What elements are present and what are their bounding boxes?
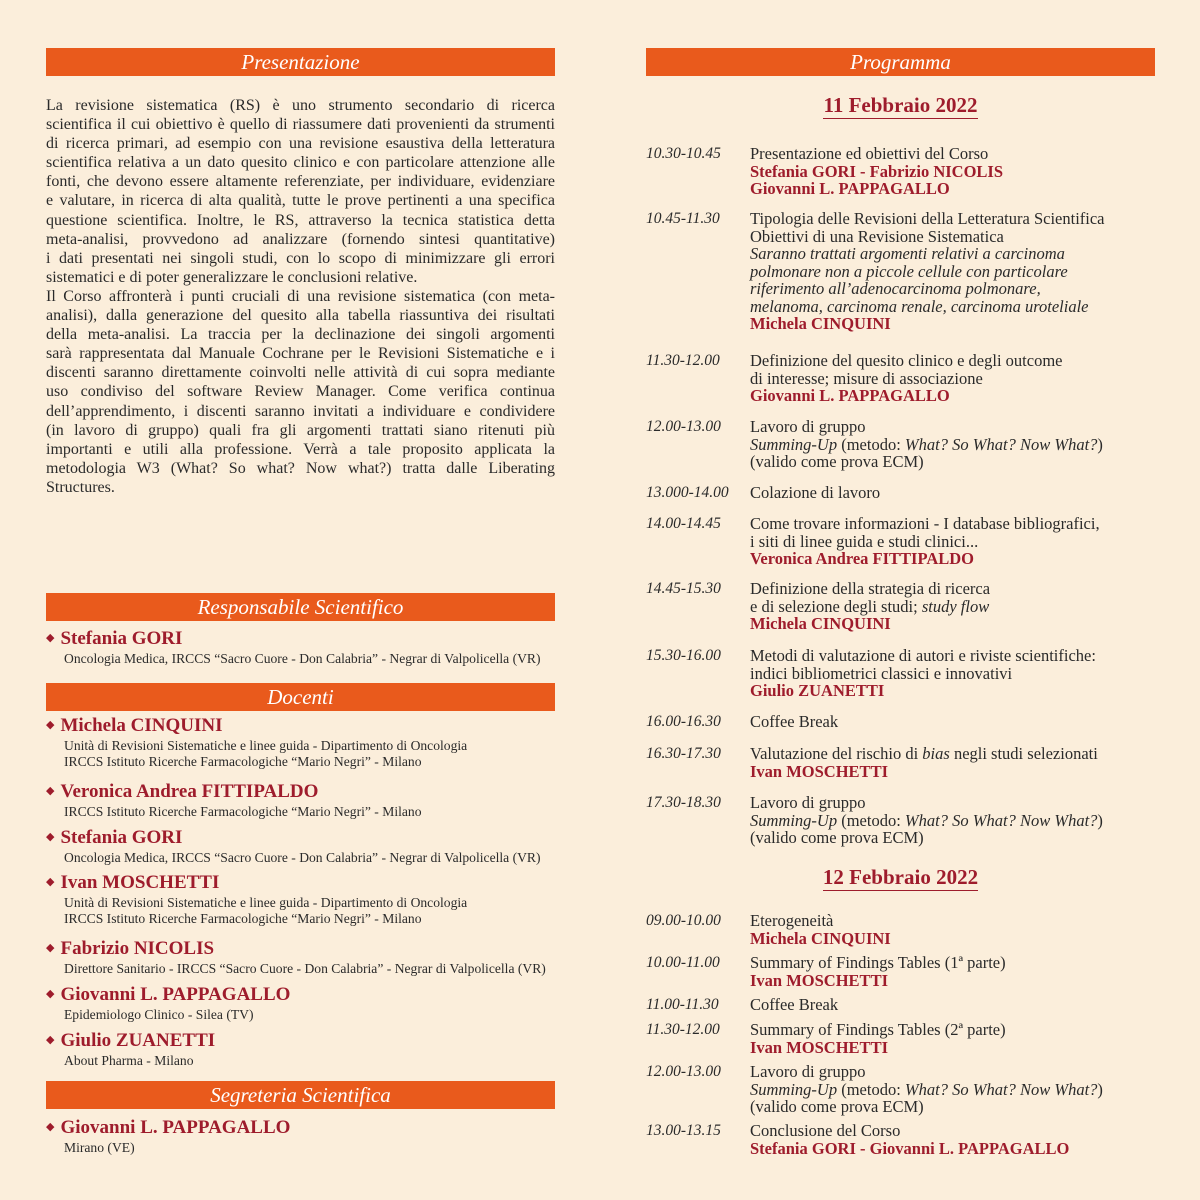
person-entry	[46, 985, 555, 1023]
program-line: Eterogeneità	[750, 911, 834, 930]
diamond-bullet-icon: ◆	[46, 988, 55, 1000]
program-line: indici bibliometrici classici e innovativi	[750, 663, 1013, 683]
person-entry	[46, 828, 555, 866]
program-body	[750, 515, 1155, 568]
program-speaker: Giulio ZUANETTI	[750, 681, 885, 700]
program-item	[646, 713, 1155, 731]
paragraph2-line: importanti e utili alla professione. Verrà a tale proposito applicata la	[46, 440, 555, 458]
program-body	[750, 1021, 1155, 1056]
program-italic-text: study flow	[921, 596, 990, 616]
program-italic-text: riferimento all’adenocarcinoma polmonare,	[750, 279, 1041, 298]
program-body	[750, 1122, 1155, 1157]
paragraph2-line: Il Corso affronterà i punti cruciali di una revisione sistematica (con meta-	[46, 287, 555, 305]
program-line: (valido come prova ECM)	[750, 828, 924, 847]
program-line: Conclusione del Corso	[750, 1121, 901, 1140]
person-name-text: Giulio ZUANETTI	[60, 1030, 216, 1051]
diamond-bullet-icon: ◆	[46, 719, 55, 731]
person-affiliation: Unità di Revisioni Sistematiche e linee guida - Dipartimento di Oncologia	[64, 738, 468, 753]
person-name	[46, 985, 555, 1007]
day1-date-text: 11 Febbraio 2022	[823, 93, 978, 117]
program-line: i siti di linee guida e studi clinici...	[750, 531, 979, 551]
program-italic-text: What? So What? Now What?	[904, 1079, 1098, 1099]
diamond-bullet-icon: ◆	[46, 831, 55, 843]
person-name-text: Veronica Andrea FITTIPALDO	[60, 781, 319, 802]
person-affiliation: About Pharma - Milano	[64, 1053, 194, 1068]
presentazione-text	[46, 96, 555, 497]
program-body	[750, 145, 1155, 198]
program-body	[750, 1063, 1155, 1116]
person-name	[46, 828, 555, 850]
program-item	[646, 745, 1155, 780]
program-italic-text: polmonare non a piccole cellule con particolare	[750, 261, 1068, 281]
program-line: (valido come prova ECM)	[750, 452, 924, 471]
program-item	[646, 352, 1155, 405]
program-item	[646, 1021, 1155, 1056]
person-name	[46, 782, 555, 804]
program-line: Coffee Break	[750, 712, 839, 731]
program-time: 13.000-14.00	[646, 484, 729, 501]
program-item	[646, 580, 1155, 633]
person-name	[46, 873, 555, 895]
program-item	[646, 1063, 1155, 1116]
presentazione-header: Presentazione	[46, 48, 555, 76]
program-item	[646, 418, 1155, 471]
program-time: 12.00-13.00	[646, 418, 721, 435]
program-item	[646, 515, 1155, 568]
paragraph1-line: scientifica il cui obiettivo è quello di riassumere dati provenienti da strumenti	[46, 116, 555, 134]
program-time: 10.45-11.30	[646, 210, 720, 227]
program-item	[646, 1122, 1155, 1157]
paragraph2-line: uso condiviso del software Review Manager. Come verifica continua	[46, 383, 555, 401]
person-name	[46, 716, 555, 738]
person-affiliation: Oncologia Medica, IRCCS “Sacro Cuore - Don Calabria” - Negrar di Valpolicella (VR)	[64, 651, 541, 666]
paragraph2-line: Structures.	[46, 478, 115, 496]
paragraph1-line: i dati presentati nei singoli studi, con lo scopo di minimizzare gli errori	[46, 249, 555, 267]
diamond-bullet-icon: ◆	[46, 785, 55, 797]
paragraph2-line: discenti saranno direttamente coinvolti nelle attività di cui sopra mediante	[46, 364, 555, 382]
program-italic-text: Summing-Up	[750, 434, 838, 454]
program-line: Summing-Up (metodo: What? So What? Now What?)	[750, 810, 1103, 830]
program-speaker: Michela CINQUINI	[750, 928, 891, 948]
person-entry	[46, 782, 555, 820]
program-time: 15.30-16.00	[646, 647, 721, 664]
diamond-bullet-icon: ◆	[46, 876, 55, 888]
program-body	[750, 647, 1155, 700]
programma-header: Programma	[646, 48, 1155, 76]
person-name-text: Stefania GORI	[60, 628, 183, 649]
program-line: (valido come prova ECM)	[750, 1097, 924, 1116]
program-time: 12.00-13.00	[646, 1063, 721, 1080]
program-item	[646, 794, 1155, 847]
person-name-text: Michela CINQUINI	[60, 715, 223, 736]
paragraph1-line: e valutare, in ricerca di alta qualità, tutte le prove pertinenti a una specifica	[46, 192, 555, 210]
program-time: 10.00-11.00	[646, 954, 720, 971]
paragraph1-line: scientifica relativa a un dato quesito clinico e con particolare attenzione alle	[46, 154, 555, 172]
person-affiliation: Direttore Sanitario - IRCCS “Sacro Cuore - Don Calabria” - Negrar di Valpolicella (VR)	[64, 961, 546, 976]
program-italic-text: melanoma, carcinoma renale, carcinoma uroteliale	[750, 296, 1089, 316]
program-body	[750, 580, 1155, 633]
program-body	[750, 210, 1155, 333]
program-speaker: Stefania GORI - Fabrizio NICOLIS	[750, 161, 1004, 181]
program-time: 16.00-16.30	[646, 713, 721, 730]
program-line: di interesse; misure di associazione	[750, 368, 983, 388]
person-affiliation: Unità di Revisioni Sistematiche e linee guida - Dipartimento di Oncologia	[64, 895, 468, 910]
docenti-header: Docenti	[46, 683, 555, 711]
person-name-text: Giovanni L. PAPPAGALLO	[60, 1117, 291, 1138]
person-entry	[46, 716, 555, 770]
diamond-bullet-icon: ◆	[46, 942, 55, 954]
program-line: Coffee Break	[750, 995, 839, 1014]
program-body	[750, 418, 1155, 471]
paragraph1-line: La revisione sistematica (RS) è uno strumento secondario di ricerca	[46, 97, 555, 114]
presentazione-paragraph-2	[46, 287, 555, 497]
program-item	[646, 145, 1155, 198]
person-affiliation: IRCCS Istituto Ricerche Farmacologiche “Mario Negri” - Milano	[64, 911, 422, 926]
day2-date-text: 12 Febbraio 2022	[822, 865, 979, 889]
program-item	[646, 484, 1155, 502]
program-speaker: Michela CINQUINI	[750, 614, 891, 633]
diamond-bullet-icon: ◆	[46, 632, 55, 644]
program-body	[750, 484, 1155, 502]
program-line: Lavoro di gruppo	[750, 793, 866, 812]
paragraph1-line: di ricerca primari, ad esempio con una revisione esaustiva della letteratura	[46, 135, 555, 153]
program-time: 10.30-10.45	[646, 145, 721, 162]
program-line: Lavoro di gruppo	[750, 417, 866, 436]
program-speaker: Ivan MOSCHETTI	[750, 761, 888, 781]
person-name	[46, 1031, 555, 1053]
person-name	[46, 939, 555, 961]
program-line	[750, 280, 1155, 298]
person-name	[46, 629, 555, 651]
program-item	[646, 996, 1155, 1014]
program-time: 14.45-15.30	[646, 580, 721, 597]
person-affiliation: IRCCS Istituto Ricerche Farmacologiche “Mario Negri” - Milano	[64, 754, 422, 769]
day2-date	[646, 865, 1155, 891]
program-line: Valutazione del rischio di bias negli studi selezionati	[750, 744, 1098, 763]
paragraph1-line: fonti, che devono essere altamente referenziate, per individuare, evidenziare	[46, 173, 555, 191]
program-time: 17.30-18.30	[646, 794, 721, 811]
person-entry	[46, 873, 555, 927]
day1-date	[646, 93, 1155, 119]
person-name-text: Ivan MOSCHETTI	[60, 872, 220, 893]
program-line: Definizione del quesito clinico e degli outcome	[750, 351, 1063, 370]
person-entry	[46, 1031, 555, 1069]
program-body	[750, 954, 1155, 989]
diamond-bullet-icon: ◆	[46, 1034, 55, 1046]
paragraph1-line: questione scientifica. Inoltre, le RS, attraverso la tecnica statistica detta	[46, 211, 555, 229]
program-time: 11.00-11.30	[646, 996, 719, 1013]
program-time: 14.00-14.45	[646, 515, 721, 532]
person-name-text: Fabrizio NICOLIS	[60, 938, 215, 959]
program-item	[646, 647, 1155, 700]
program-line	[750, 245, 1155, 263]
program-italic-text: Saranno trattati argomenti relativi a carcinoma	[750, 244, 1065, 263]
program-body	[750, 352, 1155, 405]
program-line: Lavoro di gruppo	[750, 1062, 866, 1081]
program-italic-text: Summing-Up	[750, 1079, 838, 1099]
paragraph2-line: dell’apprendimento, i discenti saranno invitati a individuare e condividere	[46, 402, 555, 420]
program-line	[750, 263, 1155, 281]
paragraph2-line: analisi), dalla generazione del quesito alla tabella riassuntiva dei risultati	[46, 307, 555, 325]
paragraph2-line: (in lavoro di gruppo) quali fra gli argomenti trattati siano ritenuti più	[46, 421, 555, 439]
paragraph2-line: della meta-analisi. La traccia per la declinazione dei singoli argomenti	[46, 326, 555, 344]
paragraph2-line: sarà rappresentata dal Manuale Cochrane per le Revisioni Sistematiche e i	[46, 345, 555, 363]
person-name-text: Stefania GORI	[60, 827, 183, 848]
program-body	[750, 794, 1155, 847]
diamond-bullet-icon: ◆	[46, 1121, 55, 1133]
paragraph2-line: metodologia W3 (What? So what? Now what?) tratta dalle Liberating	[46, 459, 555, 477]
program-line: Colazione di lavoro	[750, 483, 881, 502]
person-affiliation: Mirano (VE)	[64, 1140, 135, 1155]
program-time: 11.30-12.00	[646, 352, 720, 369]
program-time: 11.30-12.00	[646, 1021, 720, 1038]
program-time: 16.30-17.30	[646, 745, 721, 762]
program-speaker: Michela CINQUINI	[750, 314, 891, 333]
person-affiliation: Oncologia Medica, IRCCS “Sacro Cuore - Don Calabria” - Negrar di Valpolicella (VR)	[64, 850, 541, 865]
program-line: Summary of Findings Tables (1ª parte)	[750, 953, 1006, 972]
program-italic-text: What? So What? Now What?	[904, 434, 1098, 454]
program-body	[750, 713, 1155, 731]
program-speaker: Giovanni L. PAPPAGALLO	[750, 386, 950, 405]
program-speaker: Ivan MOSCHETTI	[750, 1037, 888, 1057]
program-time: 09.00-10.00	[646, 912, 721, 929]
program-line: e di selezione degli studi; study flow	[750, 596, 990, 616]
person-entry	[46, 1118, 555, 1156]
program-body	[750, 745, 1155, 780]
program-line: Presentazione ed obiettivi del Corso	[750, 144, 989, 163]
program-speaker: Veronica Andrea FITTIPALDO	[750, 549, 974, 568]
program-line: Come trovare informazioni - I database bibliografici,	[750, 514, 1100, 533]
program-line: Summing-Up (metodo: What? So What? Now What?)	[750, 434, 1103, 454]
segreteria-header: Segreteria Scientifica	[46, 1081, 555, 1109]
program-item	[646, 954, 1155, 989]
responsabile-header: Responsabile Scientifico	[46, 593, 555, 621]
program-item	[646, 210, 1155, 333]
program-speaker: Stefania GORI - Giovanni L. PAPPAGALLO	[750, 1138, 1070, 1158]
program-line	[750, 298, 1155, 316]
person-entry	[46, 629, 555, 667]
program-speaker: Ivan MOSCHETTI	[750, 970, 888, 990]
program-italic-text: bias	[922, 744, 950, 763]
program-line: Definizione della strategia di ricerca	[750, 579, 991, 598]
program-speaker: Giovanni L. PAPPAGALLO	[750, 179, 950, 198]
program-italic-text: What? So What? Now What?	[904, 810, 1098, 830]
person-name-text: Giovanni L. PAPPAGALLO	[60, 984, 291, 1005]
person-entry	[46, 939, 555, 977]
person-name	[46, 1118, 555, 1140]
program-line: Obiettivi di una Revisione Sistematica	[750, 226, 1004, 246]
presentazione-paragraph-1	[46, 96, 555, 287]
program-line: Metodi di valutazione di autori e riviste scientifiche:	[750, 646, 1096, 665]
program-line: Summing-Up (metodo: What? So What? Now What?)	[750, 1079, 1103, 1099]
program-italic-text: Summing-Up	[750, 810, 838, 830]
program-line: Summary of Findings Tables (2ª parte)	[750, 1020, 1006, 1039]
program-line: Tipologia delle Revisioni della Letteratura Scientifica	[750, 209, 1105, 228]
person-affiliation: Epidemiologo Clinico - Silea (TV)	[64, 1007, 254, 1022]
program-item	[646, 912, 1155, 947]
paragraph1-line: meta-analisi, provvedono ad analizzare (fornendo sintesi quantitative)	[46, 230, 555, 248]
person-affiliation: IRCCS Istituto Ricerche Farmacologiche “Mario Negri” - Milano	[64, 804, 422, 819]
paragraph1-line: sistematici e di poter generalizzare le conclusioni relative.	[46, 268, 418, 286]
program-time: 13.00-13.15	[646, 1122, 721, 1139]
program-body	[750, 996, 1155, 1014]
program-body	[750, 912, 1155, 947]
